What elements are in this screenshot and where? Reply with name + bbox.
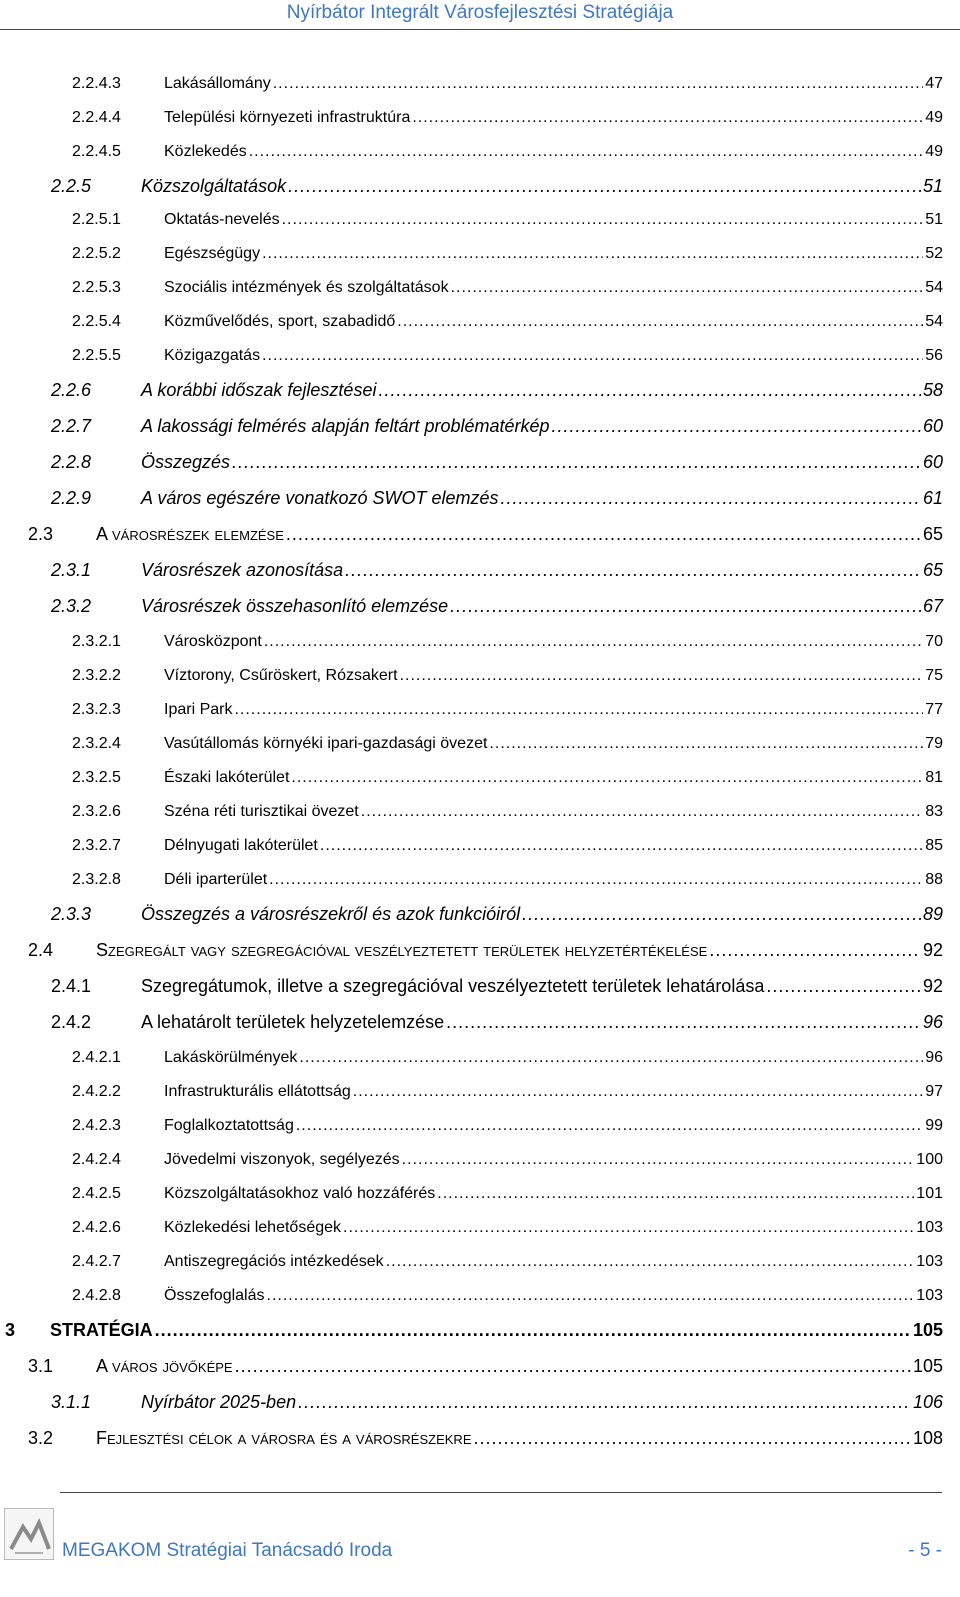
toc-dot-leader [320,837,923,855]
toc-entry-number: 2.2.4.3 [72,75,121,92]
toc-entry-number: 2.2.5.3 [72,279,121,296]
toc-entry-page: 103 [916,1219,943,1236]
toc-dot-leader [267,1287,915,1305]
toc-entry-number: 2.2.5 [51,176,92,196]
toc-dot-leader [437,1185,914,1203]
toc-entry[interactable] [72,769,943,787]
toc-entry-title: Szegregátumok, illetve a szegregációval veszélyeztetett területek lehatárolása [141,976,765,996]
toc-entry-page: 105 [912,1356,943,1376]
toc-entry-number: 2.3.2.7 [72,837,121,854]
toc-entry-title: Délnyugati lakóterület [164,837,318,854]
toc-entry[interactable] [72,75,943,93]
toc-entry-page: 100 [916,1151,943,1168]
toc-dot-leader [343,1219,914,1237]
toc-entry-title: A város jövőképe [96,1356,233,1376]
toc-entry[interactable] [72,211,943,229]
toc-entry-number: 2.2.8 [51,452,92,472]
toc-entry-number: 2.4.2.4 [72,1151,121,1168]
footer-company-name: MEGAKOM Stratégiai Tanácsadó Iroda [62,1540,393,1561]
company-logo [4,1508,54,1560]
toc-entry-title: Közigazgatás [164,347,261,364]
toc-entry[interactable] [72,1083,943,1101]
toc-dot-leader [397,313,923,331]
toc-dot-leader [412,109,923,127]
toc-entry[interactable] [72,803,943,821]
toc-dot-leader [450,596,921,617]
toc-entry-page: 108 [912,1428,943,1448]
company-logo-graphic [5,1509,53,1559]
toc-dot-leader [345,560,921,581]
toc-dot-leader [474,1428,911,1449]
toc-dot-leader [400,667,924,685]
toc-entry[interactable] [51,1012,943,1033]
toc-dot-leader [299,1049,923,1067]
toc-entry-page: 60 [922,416,943,436]
toc-entry[interactable] [72,1185,943,1203]
toc-dot-leader [288,176,921,197]
toc-entry-page: 103 [916,1287,943,1304]
toc-entry[interactable] [51,416,943,437]
toc-entry[interactable] [51,1392,943,1413]
toc-entry-number: 2.3.1 [51,560,92,580]
toc-entry[interactable] [72,1151,943,1169]
toc-entry-title: Szegregált vagy szegregációval veszélyeztetett területek helyzetértékelése [96,940,708,960]
toc-dot-leader [296,1117,923,1135]
toc-entry-page: 92 [922,976,943,996]
toc-entry-title: A városrészek elemzése [96,524,284,544]
toc-dot-leader [353,1083,923,1101]
toc-entry-page: 51 [925,211,943,228]
toc-entry-number: 2.4.2 [51,1012,92,1032]
toc-entry-title: Ipari Park [164,701,233,718]
toc-entry[interactable] [28,524,943,545]
toc-entry-title: Közlekedési lehetőségek [164,1219,342,1236]
toc-entry-number: 2.3.3 [51,904,92,924]
toc-entry-page: 96 [925,1049,943,1066]
toc-entry-page: 88 [925,871,943,888]
toc-entry-title: Közművelődés, sport, szabadidő [164,313,396,330]
toc-entry[interactable] [5,1320,943,1341]
toc-entry[interactable] [51,976,943,997]
toc-entry-title: Összegzés a városrészekről és azok funkcióiról [141,904,521,924]
toc-dot-leader [489,735,923,753]
toc-dot-leader [264,633,923,651]
toc-entry-page: 70 [925,633,943,650]
toc-entry-number: 2.2.4.4 [72,109,121,126]
toc-entry-page: 99 [925,1117,943,1134]
toc-entry[interactable] [72,1253,943,1271]
toc-entry[interactable] [72,279,943,297]
toc-entry[interactable] [72,313,943,331]
toc-entry-title: Vasútállomás környéki ipari-gazdasági övezet [164,735,488,752]
toc-dot-leader [235,1356,911,1377]
toc-entry-page: 97 [925,1083,943,1100]
toc-entry-number: 2.3.2.6 [72,803,121,820]
toc-dot-leader [262,245,923,263]
toc-dot-leader [298,1392,911,1413]
toc-dot-leader [286,524,921,545]
toc-entry-number: 2.4.2.7 [72,1253,121,1270]
toc-entry-number: 2.4.2.8 [72,1287,121,1304]
toc-entry-title: Északi lakóterület [164,769,290,786]
toc-entry-number: 2.2.4.5 [72,143,121,160]
toc-entry[interactable] [51,380,943,401]
toc-entry-page: 52 [925,245,943,262]
toc-entry-title: Fejlesztési célok a városra és a városrészekre [96,1428,472,1448]
toc-entry[interactable] [51,176,943,197]
toc-entry[interactable] [51,452,943,473]
toc-entry-page: 83 [925,803,943,820]
toc-entry[interactable] [51,596,943,617]
toc-dot-leader [262,347,923,365]
toc-entry-number: 2.2.6 [51,380,92,400]
toc-entry-title: Déli iparterület [164,871,268,888]
toc-entry[interactable] [72,1117,943,1135]
toc-entry[interactable] [72,735,943,753]
toc-entry[interactable] [72,701,943,719]
toc-entry-number: 2.2.9 [51,488,92,508]
toc-entry-page: 103 [916,1253,943,1270]
toc-entry-number: 2.4.2.3 [72,1117,121,1134]
toc-entry-page: 85 [925,837,943,854]
toc-entry-title: Városrészek összehasonlító elemzése [141,596,449,616]
toc-entry-title: Infrastrukturális ellátottság [164,1083,351,1100]
toc-dot-leader [232,452,921,473]
toc-entry-number: 2.3.2.4 [72,735,121,752]
toc-entry-title: A lakossági felmérés alapján feltárt problématérkép [141,416,550,436]
toc-entry[interactable] [72,837,943,855]
toc-entry-title: STRATÉGIA [50,1320,153,1340]
toc-entry-page: 58 [922,380,943,400]
toc-entry-number: 2.4.1 [51,976,92,996]
toc-entry-number: 2.4.2.5 [72,1185,121,1202]
toc-entry-title: Összegzés [141,452,231,472]
toc-entry-number: 2.3.2.8 [72,871,121,888]
toc-entry-page: 75 [925,667,943,684]
toc-entry[interactable] [72,1219,943,1237]
toc-entry-number: 2.2.5.2 [72,245,121,262]
toc-dot-leader [234,701,923,719]
toc-dot-leader [378,380,921,401]
toc-entry-number: 2.2.5.1 [72,211,121,228]
toc-dot-leader [155,1320,911,1341]
toc-entry[interactable] [72,109,943,127]
toc-entry-title: Települési környezeti infrastruktúra [164,109,411,126]
toc-entry-number: 2.4.2.2 [72,1083,121,1100]
toc-entry-title: Közszolgáltatásokhoz való hozzáférés [164,1185,436,1202]
header-divider [0,29,960,30]
toc-entry-page: 67 [922,596,943,616]
toc-entry[interactable] [28,1356,943,1377]
toc-entry-title: Nyírbátor 2025-ben [141,1392,297,1412]
running-header-title: Nyírbátor Integrált Városfejlesztési Stratégiája [286,2,674,23]
toc-entry-page: 81 [925,769,943,786]
toc-entry-number: 2.2.5.4 [72,313,121,330]
toc-entry-title: Oktatás-nevelés [164,211,280,228]
toc-entry[interactable] [51,560,943,581]
toc-entry-page: 89 [922,904,943,924]
toc-dot-leader [500,488,920,509]
toc-entry-number: 2.3.2.1 [72,633,121,650]
toc-dot-leader [402,1151,915,1169]
toc-entry-title: A város egészére vonatkozó SWOT elemzés [141,488,499,508]
toc-entry-number: 3 [5,1320,16,1340]
toc-entry-number: 3.2 [28,1428,54,1448]
toc-entry-title: Egészségügy [164,245,261,262]
toc-dot-leader [361,803,923,821]
toc-entry-title: Városközpont [164,633,262,650]
toc-dot-leader [269,871,923,889]
toc-dot-leader [552,416,921,437]
toc-dot-leader [249,143,923,161]
toc-entry-page: 49 [925,143,943,160]
toc-entry-page: 56 [925,347,943,364]
toc-entry-number: 2.2.7 [51,416,92,436]
toc-entry-title: A lehatárolt területek helyzetelemzése [141,1012,445,1032]
toc-entry-page: 60 [922,452,943,472]
toc-dot-leader [709,940,921,961]
toc-entry[interactable] [72,667,943,685]
toc-dot-leader [451,279,924,297]
toc-dot-leader [273,75,923,93]
toc-entry-page: 65 [922,524,943,544]
toc-entry-page: 47 [925,75,943,92]
toc-entry[interactable] [51,904,943,925]
toc-dot-leader [386,1253,915,1271]
toc-entry-page: 61 [922,488,943,508]
toc-entry-page: 92 [922,940,943,960]
toc-entry-page: 106 [912,1392,943,1412]
toc-entry-title: Víztorony, Csűröskert, Rózsakert [164,667,398,684]
toc-entry-number: 2.3 [28,524,54,544]
toc-entry-number: 2.3.2.3 [72,701,121,718]
toc-dot-leader [282,211,924,229]
toc-entry-title: Lakáskörülmények [164,1049,298,1066]
toc-entry-title: Közszolgáltatások [141,176,287,196]
toc-entry-number: 2.3.2 [51,596,92,616]
toc-entry-title: Foglalkoztatottság [164,1117,294,1134]
toc-entry[interactable] [72,1287,943,1305]
footer-page-number: - 5 - [908,1540,942,1561]
footer-divider [60,1492,942,1493]
toc-entry-page: 65 [922,560,943,580]
toc-entry[interactable] [28,940,943,961]
toc-entry-page: 96 [922,1012,943,1032]
toc-dot-leader [522,904,921,925]
toc-entry-page: 79 [925,735,943,752]
toc-dot-leader [766,976,921,997]
toc-entry-page: 101 [916,1185,943,1202]
toc-entry-number: 2.3.2.5 [72,769,121,786]
toc-entry[interactable] [28,1428,943,1449]
toc-entry[interactable] [72,633,943,651]
toc-entry-page: 49 [925,109,943,126]
toc-entry-title: Közlekedés [164,143,247,160]
toc-dot-leader [446,1012,921,1033]
toc-entry-page: 54 [925,313,943,330]
toc-entry[interactable] [72,871,943,889]
toc-entry[interactable] [72,1049,943,1067]
toc-entry[interactable] [72,245,943,263]
toc-entry[interactable] [72,143,943,161]
toc-entry-page: 51 [922,176,943,196]
toc-entry-title: Összefoglalás [164,1287,265,1304]
toc-entry[interactable] [51,488,943,509]
toc-entry-page: 54 [925,279,943,296]
toc-entry-page: 77 [925,701,943,718]
toc-entry-number: 2.2.5.5 [72,347,121,364]
toc-entry-number: 3.1.1 [51,1392,92,1412]
toc-entry-number: 3.1 [28,1356,54,1376]
toc-entry-title: Szociális intézmények és szolgáltatások [164,279,449,296]
toc-entry[interactable] [72,347,943,365]
toc-entry-title: Városrészek azonosítása [141,560,344,580]
toc-entry-title: A korábbi időszak fejlesztései [141,380,377,400]
toc-entry-title: Antiszegregációs intézkedések [164,1253,384,1270]
toc-entry-number: 2.4.2.6 [72,1219,121,1236]
toc-entry-title: Jövedelmi viszonyok, segélyezés [164,1151,400,1168]
toc-entry-title: Lakásállomány [164,75,271,92]
toc-entry-number: 2.4 [28,940,54,960]
toc-dot-leader [291,769,923,787]
toc-entry-page: 105 [912,1320,943,1340]
toc-entry-number: 2.4.2.1 [72,1049,121,1066]
toc-entry-number: 2.3.2.2 [72,667,121,684]
toc-entry-title: Széna réti turisztikai övezet [164,803,359,820]
